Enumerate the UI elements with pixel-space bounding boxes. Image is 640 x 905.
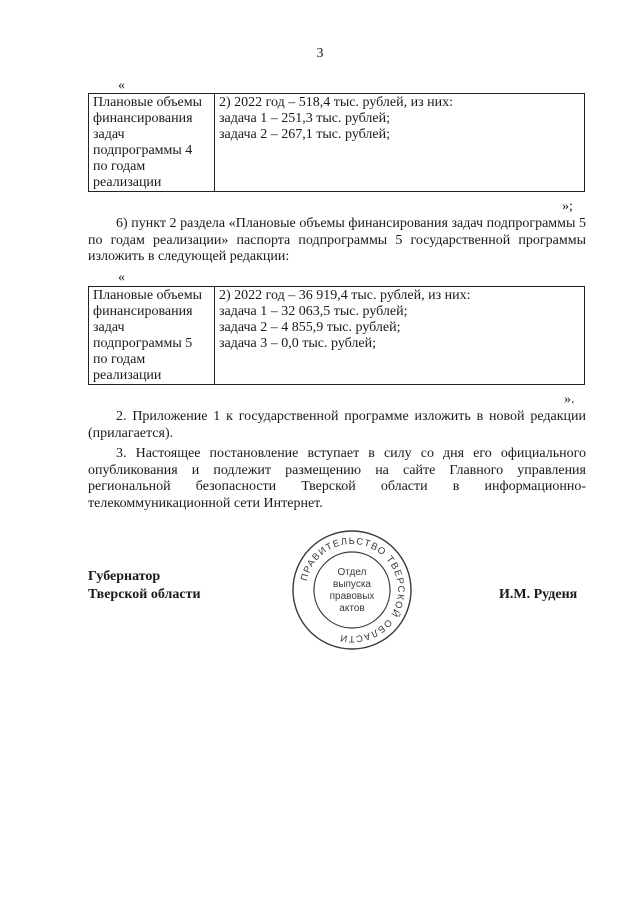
table-value-line: задача 3 – 0,0 тыс. рублей;: [219, 336, 377, 351]
signature-title-line: Губернатор: [88, 569, 161, 584]
signature-name: И.М. Руденя: [499, 587, 578, 602]
table-value-cell: [215, 94, 585, 192]
quote-open: «: [118, 78, 125, 93]
table-label-line: по годам: [93, 159, 146, 174]
seal-inner-line: Отдел: [337, 567, 367, 578]
seal-inner-line: правовых: [329, 591, 375, 602]
quote-close: ».: [564, 392, 575, 407]
seal-inner-line: выпуска: [333, 579, 371, 590]
table-label-line: по годам: [93, 352, 146, 367]
paragraph-item-6: 6) пункт 2 раздела «Плановые объемы финансирования задач подпрограммы 5 по годам реализации» паспорта подпрограммы 5 государственной программы изложить в следующей редакции:: [88, 216, 586, 264]
table-value-cell: [215, 287, 585, 385]
financing-table-subprogram-5: [88, 286, 585, 385]
table-label-line: реализации: [93, 368, 162, 383]
signature-title: [88, 568, 201, 604]
table-label-line: финансирования: [93, 304, 193, 319]
table-label-line: подпрограммы 5: [93, 336, 193, 351]
table-label-line: задач: [93, 127, 125, 142]
table-label-line: реализации: [93, 175, 162, 190]
table-label-cell: [89, 94, 215, 192]
page-number: 3: [316, 46, 324, 61]
table-label-line: Плановые объемы: [93, 95, 203, 110]
table-label-line: подпрограммы 4: [93, 143, 193, 158]
paragraph-point-2: 2. Приложение 1 к государственной программе изложить в новой редакции (прилагается).: [88, 409, 586, 441]
paragraph-point-3: 3. Настоящее постановление вступает в силу со дня его официального опубликования и подлежит размещению на сайте Главного управления региональной безопасности Тверской области в информационно-телекоммуникационной сети Интернет.: [88, 446, 586, 511]
seal-ring-text: ПРАВИТЕЛЬСТВО ТВЕРСКОЙ ОБЛАСТИ: [298, 535, 407, 645]
table-value-line: задача 2 – 267,1 тыс. рублей;: [219, 127, 391, 142]
signature-title-line: Тверской области: [88, 587, 201, 602]
seal-graphic: [290, 528, 414, 652]
table-value-line: 2) 2022 год – 518,4 тыс. рублей, из них:: [219, 95, 454, 110]
table-value-line: задача 1 – 32 063,5 тыс. рублей;: [219, 304, 408, 319]
quote-open: «: [118, 270, 125, 285]
seal-inner-line: актов: [339, 603, 365, 614]
table-label-line: финансирования: [93, 111, 193, 126]
table-value-line: задача 1 – 251,3 тыс. рублей;: [219, 111, 391, 126]
financing-table-subprogram-4: [88, 93, 585, 192]
table-value-line: задача 2 – 4 855,9 тыс. рублей;: [219, 320, 401, 335]
table-label-line: Плановые объемы: [93, 288, 203, 303]
table-label-line: задач: [93, 320, 125, 335]
table-value-line: 2) 2022 год – 36 919,4 тыс. рублей, из них:: [219, 288, 471, 303]
official-seal-stamp: [290, 528, 414, 652]
table-label-cell: [89, 287, 215, 385]
quote-close: »;: [562, 199, 573, 214]
